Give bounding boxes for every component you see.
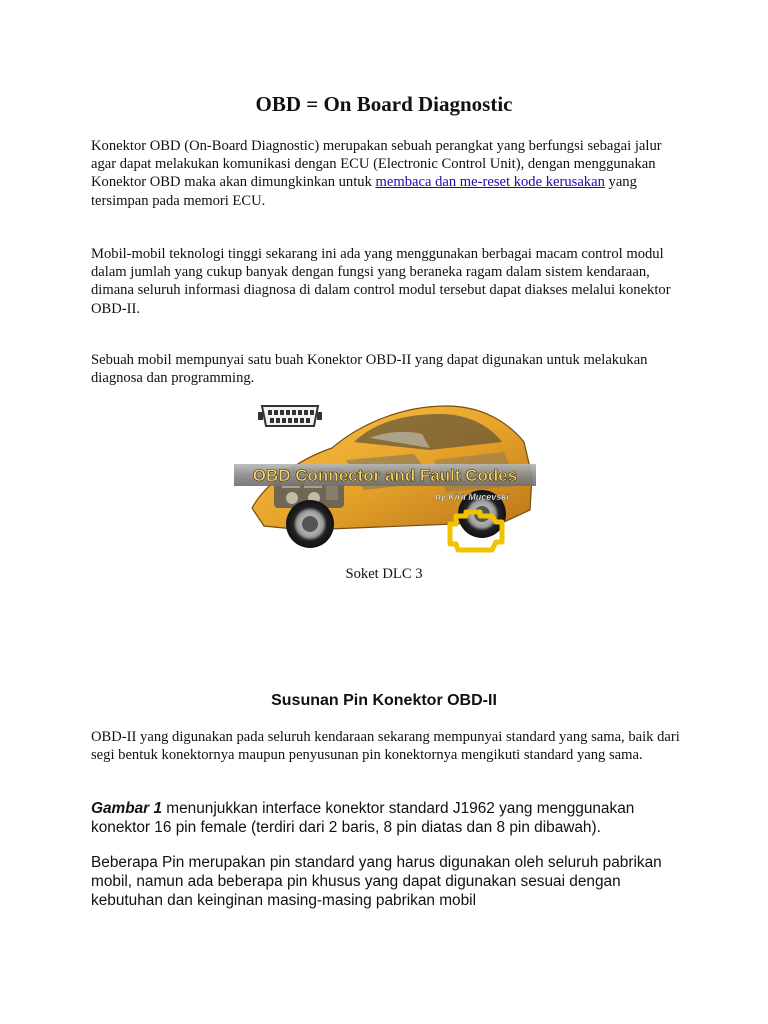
figure-reference-emphasis: Gambar 1	[91, 800, 163, 817]
intro-paragraph	[91, 137, 681, 210]
byline-text: by Kiril Mucevski	[435, 492, 509, 502]
section-heading: Susunan Pin Konektor OBD-II	[271, 692, 497, 709]
banner-text: OBD Connector and Fault Codes	[252, 466, 518, 485]
obd-figure	[234, 390, 536, 558]
pin-standard-paragraph: Beberapa Pin merupakan pin standard yang harus digunakan oleh seluruh pabrikan mobil, namun ada beberapa pin khusus yang dapat digunakan sesuai dengan kebutuhan dan keinginan masing-masing pabrikan mobil	[91, 854, 662, 909]
connector-paragraph: Sebuah mobil mempunyai satu buah Konektor OBD-II yang dapat digunakan untuk melakukan diagnosa dan programming.	[91, 352, 648, 387]
figure-reference-paragraph	[91, 799, 691, 837]
car-cutaway-image	[234, 390, 536, 558]
intro-text: Konektor OBD (On-Board Diagnostic) merupakan sebuah perangkat yang berfungsi sebagai jalur agar dapat melakukan komunikasi dengan ECU (Electronic Control Unit), dengan menggunakan Konektor OBD maka akan dimungkinkan untuk	[91, 138, 662, 191]
standard-paragraph: OBD-II yang digunakan pada seluruh kendaraan sekarang mempunyai standard yang sama, baik dari segi bentuk konektornya maupun penyusunan pin konektornya mengikuti standard yang sama.	[91, 729, 680, 764]
obd-connector-icon	[258, 406, 322, 426]
intro-text-end: yang tersimpan pada memori ECU.	[91, 174, 637, 209]
figure-caption: Soket DLC 3	[345, 566, 423, 582]
figure-reference-text: menunjukkan interface konektor standard J1962 yang menggunakan konektor 16 pin female (terdiri dari 2 baris, 8 pin diatas dan 8 pin dibawah).	[91, 800, 635, 836]
page-title: OBD = On Board Diagnostic	[255, 92, 513, 116]
read-reset-codes-link[interactable]: membaca dan me-reset kode kerusakan	[375, 174, 605, 191]
control-module-paragraph: Mobil-mobil teknologi tinggi sekarang ini ada yang menggunakan berbagai macam control modul dalam jumlah yang cukup banyak dengan fungsi yang beraneka ragam dalam sistem kendaraan, dimana seluruh informasi diagnosa di dalam control modul tersebut dapat diakses melalui konektor OBD-II.	[91, 246, 671, 317]
